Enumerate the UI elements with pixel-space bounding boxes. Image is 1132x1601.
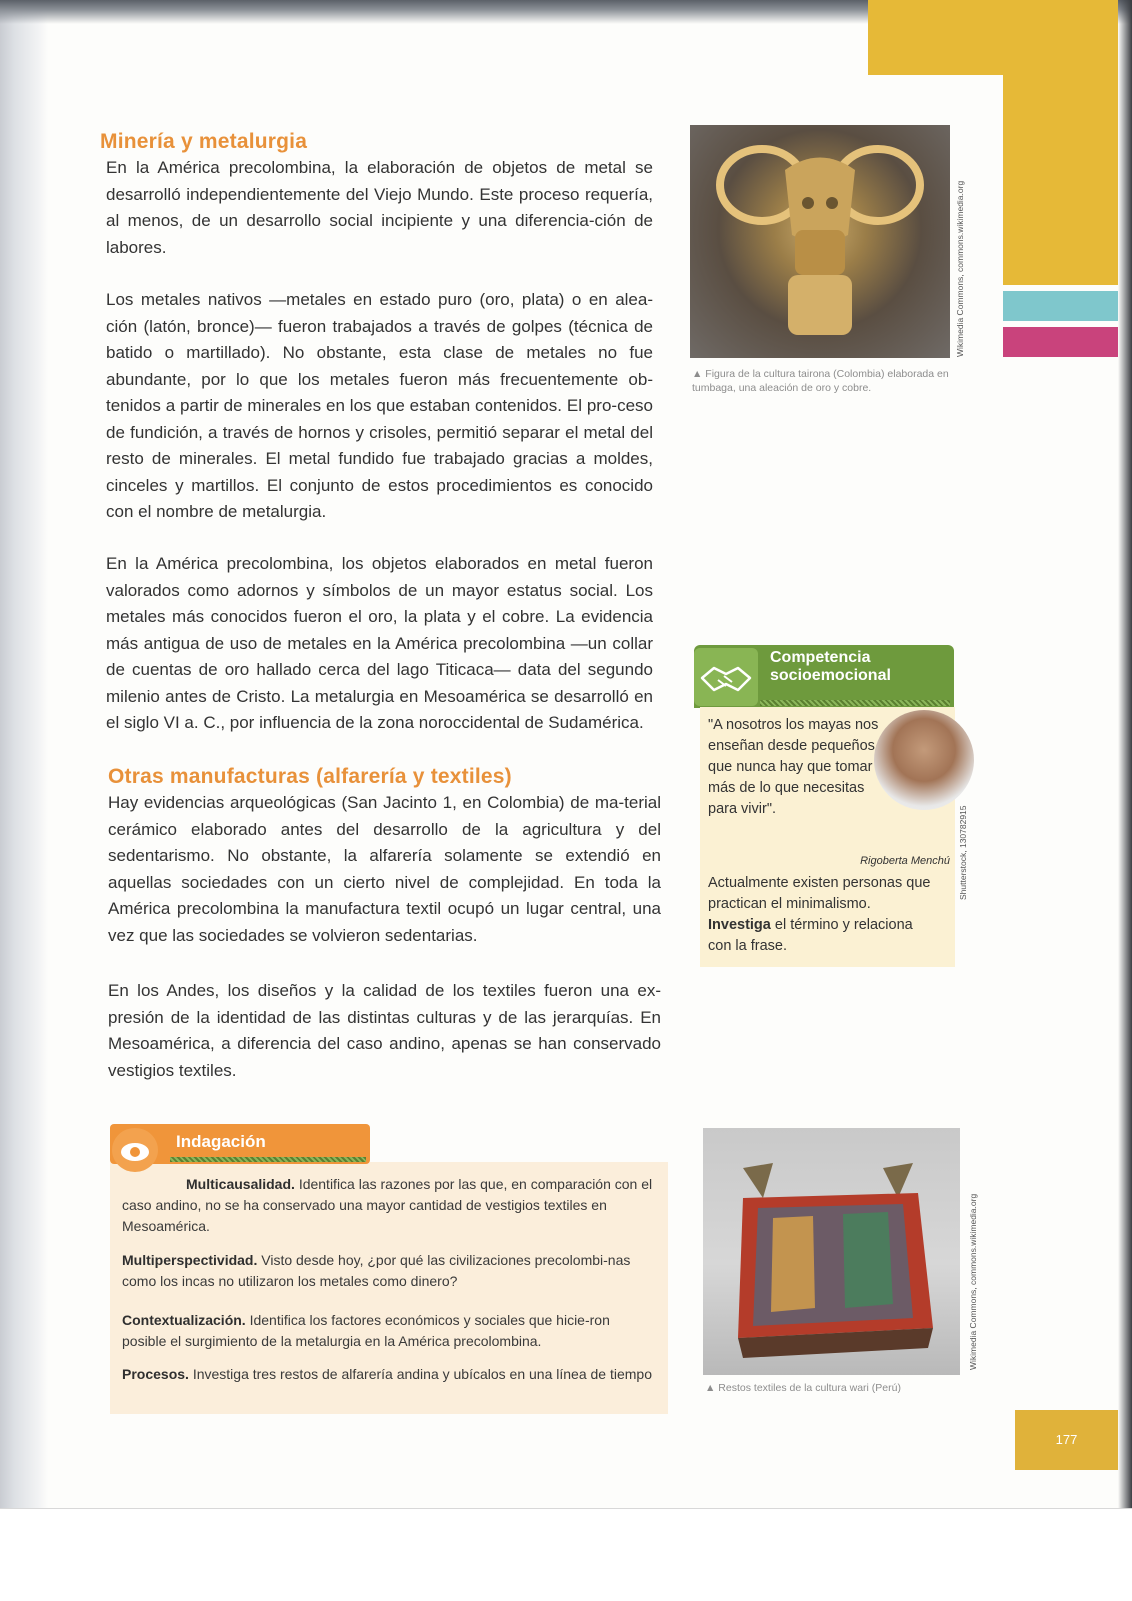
portrait-credit: Shutterstock, 130782915 — [958, 805, 968, 900]
figure1-credit: Wikimedia Commons, commons.wikimedia.org — [955, 180, 965, 357]
gold-figure-drawing — [690, 125, 950, 358]
item-label: Procesos. — [122, 1366, 189, 1382]
item-text: Identifica las razones por las que, en comparación con el caso andino, no se ha conservado una mayor cantidad de vestigios textiles en Mesoamérica. — [122, 1176, 653, 1234]
heading-mineria: Minería y metalurgia — [100, 130, 308, 153]
competencia-body — [700, 707, 955, 967]
item-text: Investiga tres restos de alfarería andina y ubícalos en una línea de tiempo — [192, 1366, 652, 1382]
header-hatch — [170, 1157, 366, 1162]
eye-icon — [112, 1128, 158, 1172]
competencia-title-line2: socioemocional — [770, 667, 891, 684]
yellow-side-tab — [1003, 75, 1118, 285]
paragraph-manufacturas-1: Hay evidencias arqueológicas (San Jacinto 1, en Colombia) de ma-terial cerámico elaborado antes del desarrollo de la agricultura y del sedentarismo. No obstante, la alfarería solamente se extendió en aquellas sociedades con un cierto nivel de complejidad. En toda la América precolombina la manufactura textil ocupó un lugar central, una vez que las sociedades se volvieron sedentarias. — [108, 793, 661, 945]
figure1-caption: ▲ Figura de la cultura tairona (Colombia) elaborada en tumbaga, una aleación de oro y cobre. — [692, 368, 949, 394]
figure2-caption: ▲ Restos textiles de la cultura wari (Perú) — [705, 1382, 901, 1394]
indagacion-item-4 — [122, 1364, 654, 1385]
handshake-icon — [694, 648, 758, 706]
indagacion-item-1 — [122, 1174, 654, 1237]
activity-text-before: Actualmente existen personas que practican el minimalismo. — [708, 875, 931, 912]
item-text: Visto desde hoy, ¿por qué las civilizaciones precolombi-nas como los incas no utilizaron los metales como dinero? — [122, 1252, 631, 1289]
textile-drawing — [703, 1128, 960, 1375]
competencia-title-line1: Competencia — [770, 649, 871, 666]
quote-text: "A nosotros los mayas nos enseñan desde pequeños que nunca hay que tomar más de lo que necesitas para vivir". — [708, 717, 879, 817]
paragraph-mineria-1: En la América precolombina, la elaboración de objetos de metal se desarrolló independientemente del Viejo Mundo. Este proceso requería, al menos, de un desarrollo social incipiente y una diferencia-ción de labores. — [106, 158, 653, 257]
magenta-side-tab — [1003, 327, 1118, 357]
indagacion-item-2 — [122, 1250, 654, 1292]
header-hatch — [760, 700, 950, 706]
quote-author: Rigoberta Menchú — [860, 855, 950, 867]
paragraph-mineria-3: En la América precolombina, los objetos elaborados en metal fueron valorados como adornos y símbolos de un mayor estatus social. Los metales más conocidos fueron el oro, la plata y el cobre. La evidencia más antigua de uso de metales en la América precolombina —un collar de cuentas de oro hallado cerca del lago Titicaca— data del segundo milenio antes de Cristo. La metalurgia en Mesoamérica se desarrolló en el siglo VI a. C., por influencia de la zona noroccidental de Sudamérica. — [106, 554, 653, 732]
competencia-activity — [708, 873, 933, 957]
wari-textile-photo — [703, 1128, 960, 1375]
indagacion-title: Indagación — [176, 1132, 266, 1151]
tairona-gold-figure-photo — [690, 125, 950, 358]
scan-right-edge — [1118, 0, 1132, 1510]
scan-bottom-margin — [0, 1508, 1132, 1601]
rigoberta-portrait — [874, 710, 974, 810]
item-text: Identifica los factores económicos y sociales que hicie-ron posible el surgimiento de la metalurgia en la América precolombina. — [122, 1312, 610, 1349]
figure2-credit: Wikimedia Commons, commons.wikimedia.org — [968, 1193, 978, 1370]
indagacion-body — [110, 1162, 668, 1414]
page-number: 177 — [1015, 1410, 1118, 1470]
indagacion-item-3 — [122, 1310, 654, 1352]
yellow-corner-block — [868, 0, 1118, 75]
activity-verb: Investiga — [708, 917, 771, 933]
page-binding-shadow — [0, 0, 48, 1510]
item-label: Contextualización. — [122, 1312, 246, 1328]
cyan-side-tab — [1003, 291, 1118, 321]
paragraph-manufacturas-2: En los Andes, los diseños y la calidad de los textiles fueron una ex-presión de la identidad de las distintas culturas y de las jerarquías. En Mesoamérica, a diferencia del caso andino, apenas se han conservado vestigios textiles. — [108, 981, 661, 1080]
item-label: Multiperspectividad. — [122, 1252, 258, 1268]
paragraph-mineria-2: Los metales nativos —metales en estado puro (oro, plata) o en alea-ción (latón, bronce)— fueron trabajados a través de golpes (técnica de batido o martillado). No obstante, esta clase de metales no fue abundante, por lo que los metales fueron más frecuentemente ob-tenidos a partir de minerales en los que estaban contenidos. El pro-ceso de fundición, a través de hornos y crisoles, permitió separar el metal del resto de minerales. El metal fundido fue trabajado gracias a moldes, cinceles y martillos. El conjunto de estos procedimientos es conocido con el nombre de metalurgia. — [106, 290, 653, 521]
item-label: Multicausalidad. — [186, 1176, 295, 1192]
competencia-title — [770, 649, 891, 685]
heading-otras-manufacturas: Otras manufacturas (alfarería y textiles) — [108, 765, 512, 788]
activity-text-after: el término y relaciona con la frase. — [708, 917, 913, 954]
